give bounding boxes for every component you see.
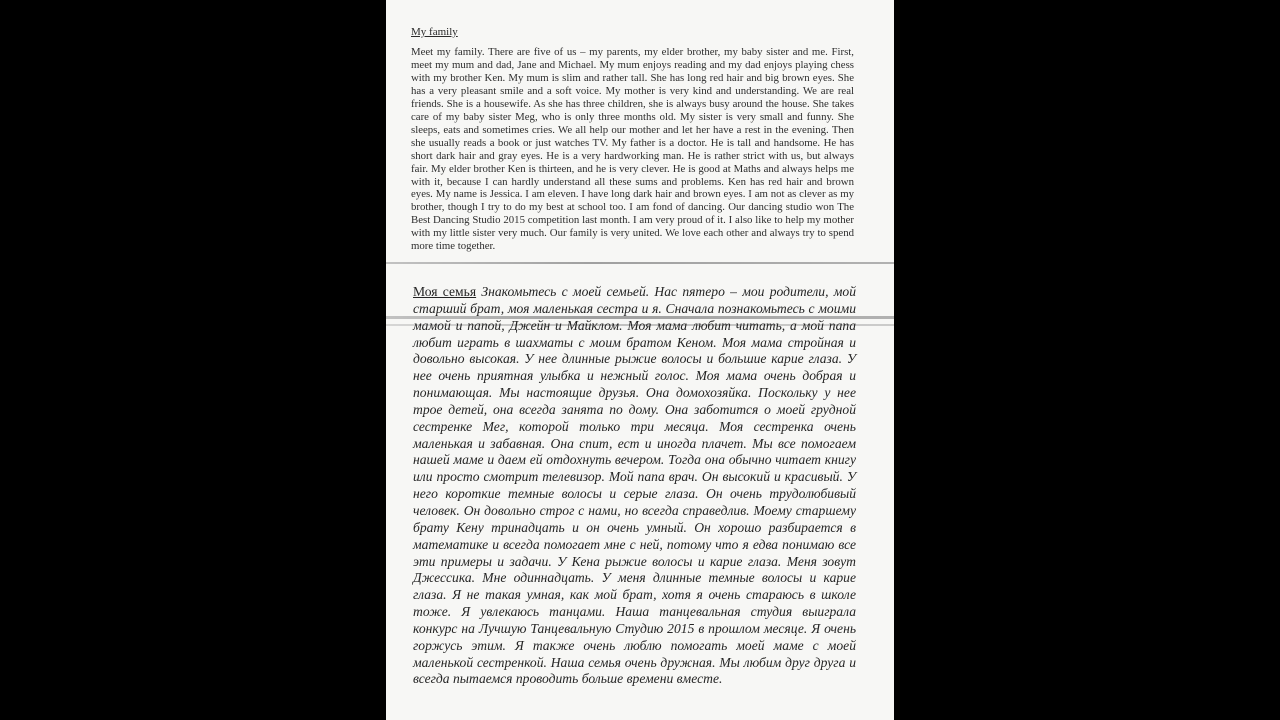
scanned-page [386, 0, 894, 720]
russian-text: Знакомьтесь с моей семьей. Нас пятеро – мои родители, мой старший брат, моя маленькая сестра и я. Сначала познакомьтесь с моими мамой и папой, Джейн и Майклом. Моя мама любит читать, а мой папа любит играть в шахматы с моим братом Кеном. Моя мама стройная и довольно высокая. У нее длинные рыжие волосы и большие карие глаза. У нее очень приятная улыбка и нежный голос. Моя мама очень добрая и понимающая. Мы настоящие друзья. Она домохозяйка. Поскольку у нее трое детей, она всегда занята по дому. Она заботится о моей грудной сестренке Мег, которой только три месяца. Моя сестренка очень маленькая и забавная. Она спит, ест и иногда плачет. Мы все помогаем нашей маме и даем ей отдохнуть вечером. Тогда она обычно читает книгу или просто смотрит телевизор. Мой папа врач. Он высокий и красивый. У него короткие темные волосы и серые глаза. Он очень трудолюбивый человек. Он довольно строг с нами, но всегда справедлив. Моему старшему брату Кену тринадцать и он очень умный. Он хорошо разбирается в математике и всегда помогает мне с ней, потому что я едва понимаю все эти примеры и задачи. У Кена рыжие волосы и карие глаза. Меня зовут Джессика. Мне одиннадцать. У меня длинные темные волосы и карие глаза. Я не такая умная, как мой брат, хотя я очень стараюсь в школе тоже. Я увлекаюсь танцами. Наша танцевальная студия выиграла конкурс на Лучшую Танцевальную Студию 2015 в прошлом месяце. Я очень горжусь этим. Я также очень люблю помогать моей маме с моей маленькой сестренкой. Наша семья очень дружная. Мы любим друг друга и всегда пытаемся проводить больше времени вместе. [413, 284, 857, 687]
russian-paragraph [413, 284, 856, 688]
paper-fold-line [386, 262, 894, 264]
russian-title: Моя семья [413, 284, 477, 299]
english-section [411, 26, 854, 253]
english-title: My family [411, 26, 458, 38]
russian-section [413, 284, 856, 688]
english-text: Meet my family. There are five of us – my parents, my elder brother, my baby sister and me. First, meet my mum and dad, Jane and Michael. My mum enjoys reading and my dad enjoys playing chess with my brother Ken. My mum is slim and rather tall. She has long red hair and big brown eyes. She has a very pleasant smile and a soft voice. My mother is very kind and understanding. We are real friends. She is a housewife. As she has three children, she is always busy around the house. She takes care of my baby sister Meg, who is only three months old. My sister is very small and funny. She sleeps, eats and sometimes cries. We all help our mother and let her have a rest in the evening. Then she usually reads a book or just watches TV. My father is a doctor. He is tall and handsome. He has short dark hair and gray eyes. He is a very hardworking man. He is rather strict with us, but always fair. My elder brother Ken is thirteen, and he is very clever. He is good at Maths and always helps me with it, because I can hardly understand all these sums and problems. Ken has red hair and brown eyes. My name is Jessica. I am eleven. I have long dark hair and brown eyes. I am not as clever as my brother, though I try to do my best at school too. I am fond of dancing. Our dancing studio won The Best Dancing Studio 2015 competition last month. I am very proud of it. I also like to help my mother with my little sister very much. Our family is very united. We love each other and always try to spend more time together. [411, 46, 854, 253]
